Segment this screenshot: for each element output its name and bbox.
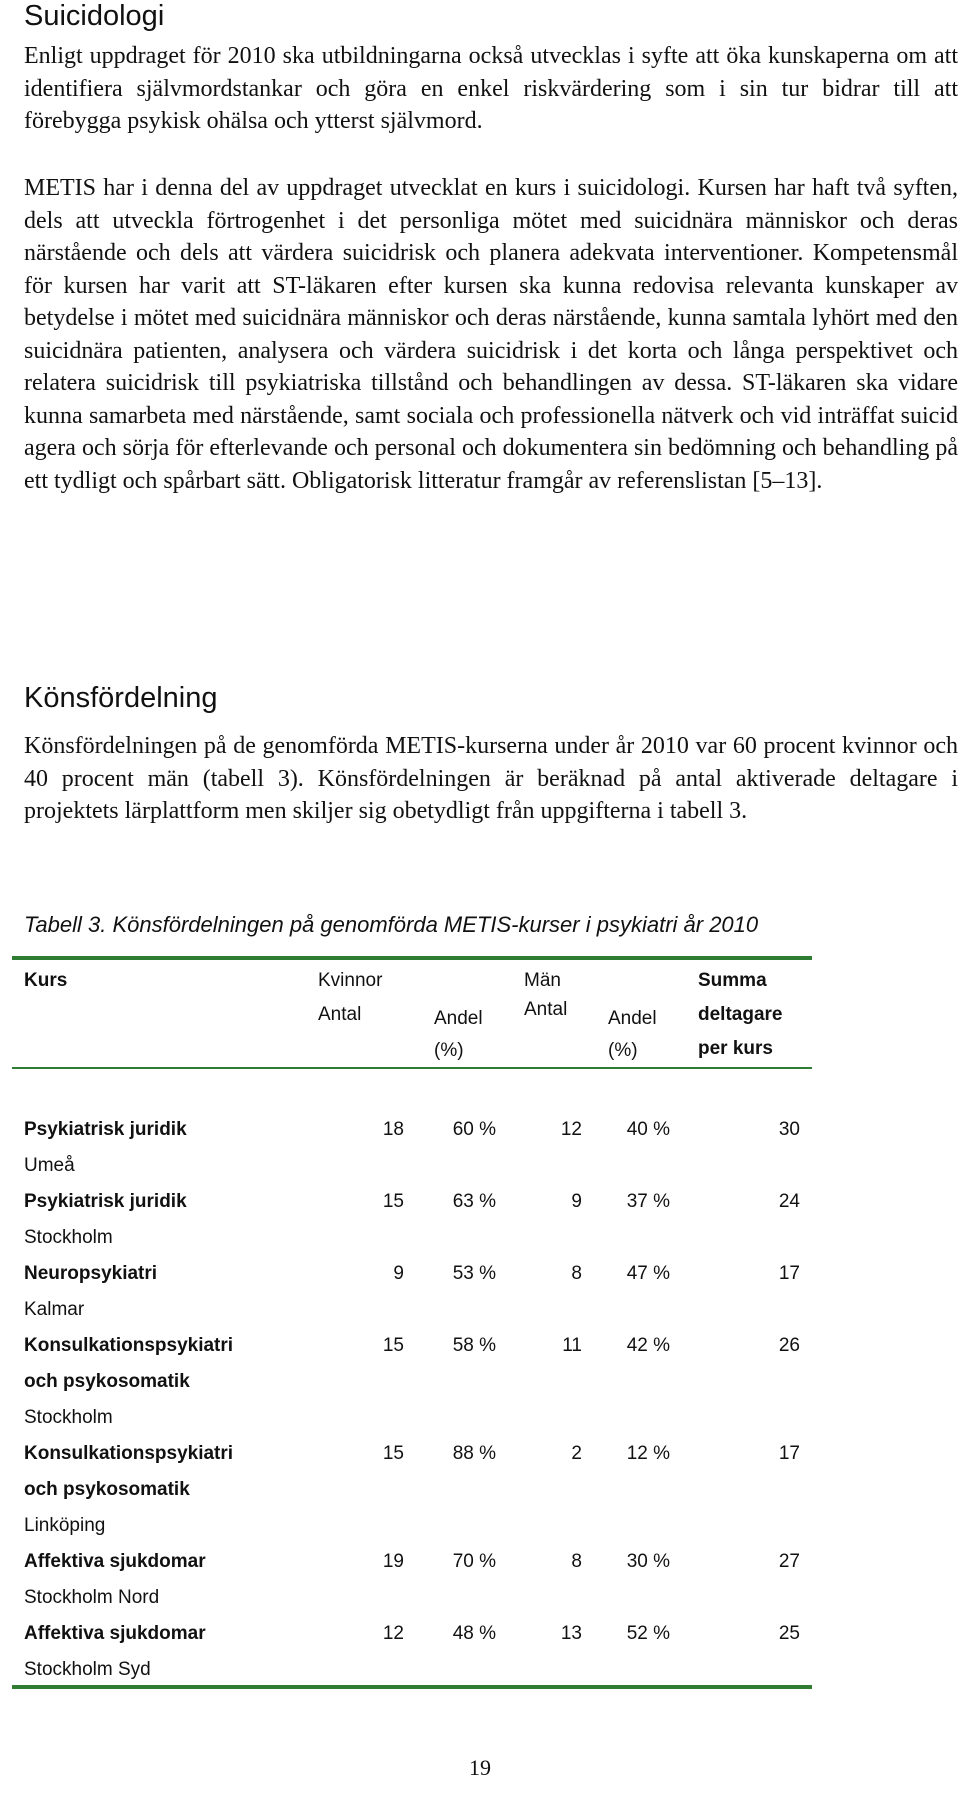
- course-name: Konsulkationspsykiatri: [24, 1443, 234, 1464]
- table-row: [0, 1112, 960, 1184]
- course-name: Neuropsykiatri: [24, 1263, 158, 1284]
- table-top-rule: [12, 956, 812, 960]
- cell-summa: 17: [778, 1443, 800, 1464]
- cell-kurs: [24, 1616, 324, 1688]
- cell-kvinnor-antal: 9: [393, 1263, 404, 1284]
- cell-kurs: [24, 1112, 324, 1184]
- course-location: Umeå: [24, 1155, 75, 1176]
- section-heading-suicidologi: Suicidologi: [24, 0, 165, 32]
- cell-kvinnor-andel: 53 %: [452, 1263, 496, 1284]
- header-kurs: Kurs: [24, 970, 68, 991]
- page-number: 19: [469, 1755, 491, 1780]
- cell-man-antal: 11: [562, 1335, 582, 1356]
- cell-summa: 30: [778, 1119, 800, 1140]
- cell-man-andel: 52 %: [626, 1623, 670, 1644]
- cell-kurs: [24, 1544, 324, 1616]
- cell-man-andel: 40 %: [626, 1119, 670, 1140]
- header-man-andel: Andel: [608, 1008, 657, 1029]
- cell-kurs: [24, 1436, 324, 1544]
- course-name: Konsulkationspsykiatri: [24, 1335, 234, 1356]
- cell-kurs: [24, 1184, 324, 1256]
- cell-summa: 17: [778, 1263, 800, 1284]
- header-man: Män: [524, 970, 561, 991]
- course-location: Kalmar: [24, 1299, 85, 1320]
- cell-kvinnor-antal: 15: [382, 1335, 404, 1356]
- header-deltagare: deltagare: [698, 1004, 783, 1025]
- cell-man-andel: 47 %: [626, 1263, 670, 1284]
- cell-man-andel: 37 %: [626, 1191, 670, 1212]
- course-name: Psykiatrisk juridik: [24, 1191, 187, 1212]
- table-bottom-rule: [12, 1685, 812, 1689]
- cell-man-andel: 42 %: [626, 1335, 670, 1356]
- table-row: [0, 1256, 960, 1328]
- header-summa: Summa: [698, 970, 767, 991]
- course-location: Stockholm Syd: [24, 1659, 151, 1680]
- cell-summa: 24: [778, 1191, 800, 1212]
- header-kvinnor-antal: Antal: [318, 1004, 362, 1025]
- course-location: Stockholm Nord: [24, 1587, 160, 1608]
- cell-kvinnor-andel: 70 %: [452, 1551, 496, 1572]
- cell-kvinnor-andel: 48 %: [452, 1623, 496, 1644]
- cell-man-andel: 30 %: [626, 1551, 670, 1572]
- course-name: och psykosomatik: [24, 1371, 190, 1392]
- table-row: [0, 1328, 960, 1436]
- cell-man-antal: 12: [560, 1119, 582, 1140]
- header-kvinnor-andel: Andel: [434, 1008, 483, 1029]
- header-kvinnor-andel-pct: (%): [434, 1040, 464, 1061]
- course-location: Stockholm: [24, 1227, 113, 1248]
- cell-man-andel: 12 %: [626, 1443, 670, 1464]
- table-caption: Tabell 3. Könsfördelningen på genomförda METIS-kurser i psykiatri år 2010: [24, 912, 759, 937]
- table-header-rule: [12, 1067, 812, 1069]
- course-location: Linköping: [24, 1515, 106, 1536]
- table-row: [0, 1184, 960, 1256]
- header-man-andel-pct: (%): [608, 1040, 638, 1061]
- section-heading-konsfordelning: Könsfördelning: [24, 682, 218, 714]
- cell-kvinnor-antal: 12: [382, 1623, 404, 1644]
- course-location: Stockholm: [24, 1407, 113, 1428]
- cell-man-antal: 9: [571, 1191, 582, 1212]
- table-row: [0, 1544, 960, 1616]
- cell-kvinnor-andel: 88 %: [452, 1443, 496, 1464]
- cell-man-antal: 8: [571, 1263, 582, 1284]
- header-man-antal: Antal: [524, 999, 568, 1020]
- cell-kvinnor-andel: 60 %: [452, 1119, 496, 1140]
- cell-kvinnor-andel: 63 %: [452, 1191, 496, 1212]
- course-name: Affektiva sjukdomar: [24, 1623, 206, 1644]
- cell-kvinnor-antal: 15: [382, 1443, 404, 1464]
- cell-kvinnor-antal: 19: [382, 1551, 404, 1572]
- cell-kurs: [24, 1256, 324, 1328]
- table-body: [0, 1112, 960, 1688]
- cell-summa: 25: [778, 1623, 800, 1644]
- cell-man-antal: 8: [571, 1551, 582, 1572]
- cell-man-antal: 2: [571, 1443, 582, 1464]
- course-name: Psykiatrisk juridik: [24, 1119, 187, 1140]
- header-kvinnor: Kvinnor: [318, 970, 383, 991]
- cell-kvinnor-antal: 18: [382, 1119, 404, 1140]
- cell-kurs: [24, 1328, 324, 1436]
- header-per-kurs: per kurs: [698, 1038, 773, 1059]
- paragraph-konsfordelning: Könsfördelningen på de genomförda METIS-kurserna under år 2010 var 60 procent kvinnor och 40 procent män (tabell 3). Könsfördelningen är beräknad på antal aktiverade deltagare i projektets lärplattform men skiljer sig obetydligt från uppgifterna i tabell 3.: [24, 733, 958, 824]
- course-name: och psykosomatik: [24, 1479, 190, 1500]
- cell-kvinnor-andel: 58 %: [452, 1335, 496, 1356]
- cell-summa: 26: [778, 1335, 800, 1356]
- table-row: [0, 1616, 960, 1688]
- cell-summa: 27: [778, 1551, 800, 1572]
- course-name: Affektiva sjukdomar: [24, 1551, 206, 1572]
- table-row: [0, 1436, 960, 1544]
- paragraph-suicidologi-intro: Enligt uppdraget för 2010 ska utbildningarna också utvecklas i syfte att öka kunskaperna om att identifiera självmordstankar och göra en enkel riskvärdering som i sin tur bidrar till att förebygga psykisk ohälsa och ytterst självmord.: [24, 43, 958, 134]
- paragraph-suicidologi-course: METIS har i denna del av uppdraget utvecklat en kurs i suicidologi. Kursen har haft två syften, dels att utveckla förtrogenhet i det personliga mötet med suicidnära människor och deras närstående och dels att värdera suicidrisk och planera adekvata interventioner. Kompetensmål för kursen har varit att ST-läkaren efter kursen ska kunna redovisa relevanta kunskaper av betydelse i mötet med suicidnära människor och deras närstående, kunna samtala lyhört med den suicidnära patienten, analysera och värdera suicidrisk i det korta och långa perspektivet och relatera suicidrisk till psykiatriska tillstånd och behandlingen av dessa. ST-läkaren ska vidare kunna samarbeta med närstående, samt sociala och professionella nätverk och vid inträffat suicid agera och sörja för efterlevande och personal och dokumentera sin bedömning och behandling på ett tydligt och spårbart sätt. Obligatorisk litteratur framgår av referenslistan [5–13].: [24, 175, 958, 494]
- cell-man-antal: 13: [560, 1623, 582, 1644]
- cell-kvinnor-antal: 15: [382, 1191, 404, 1212]
